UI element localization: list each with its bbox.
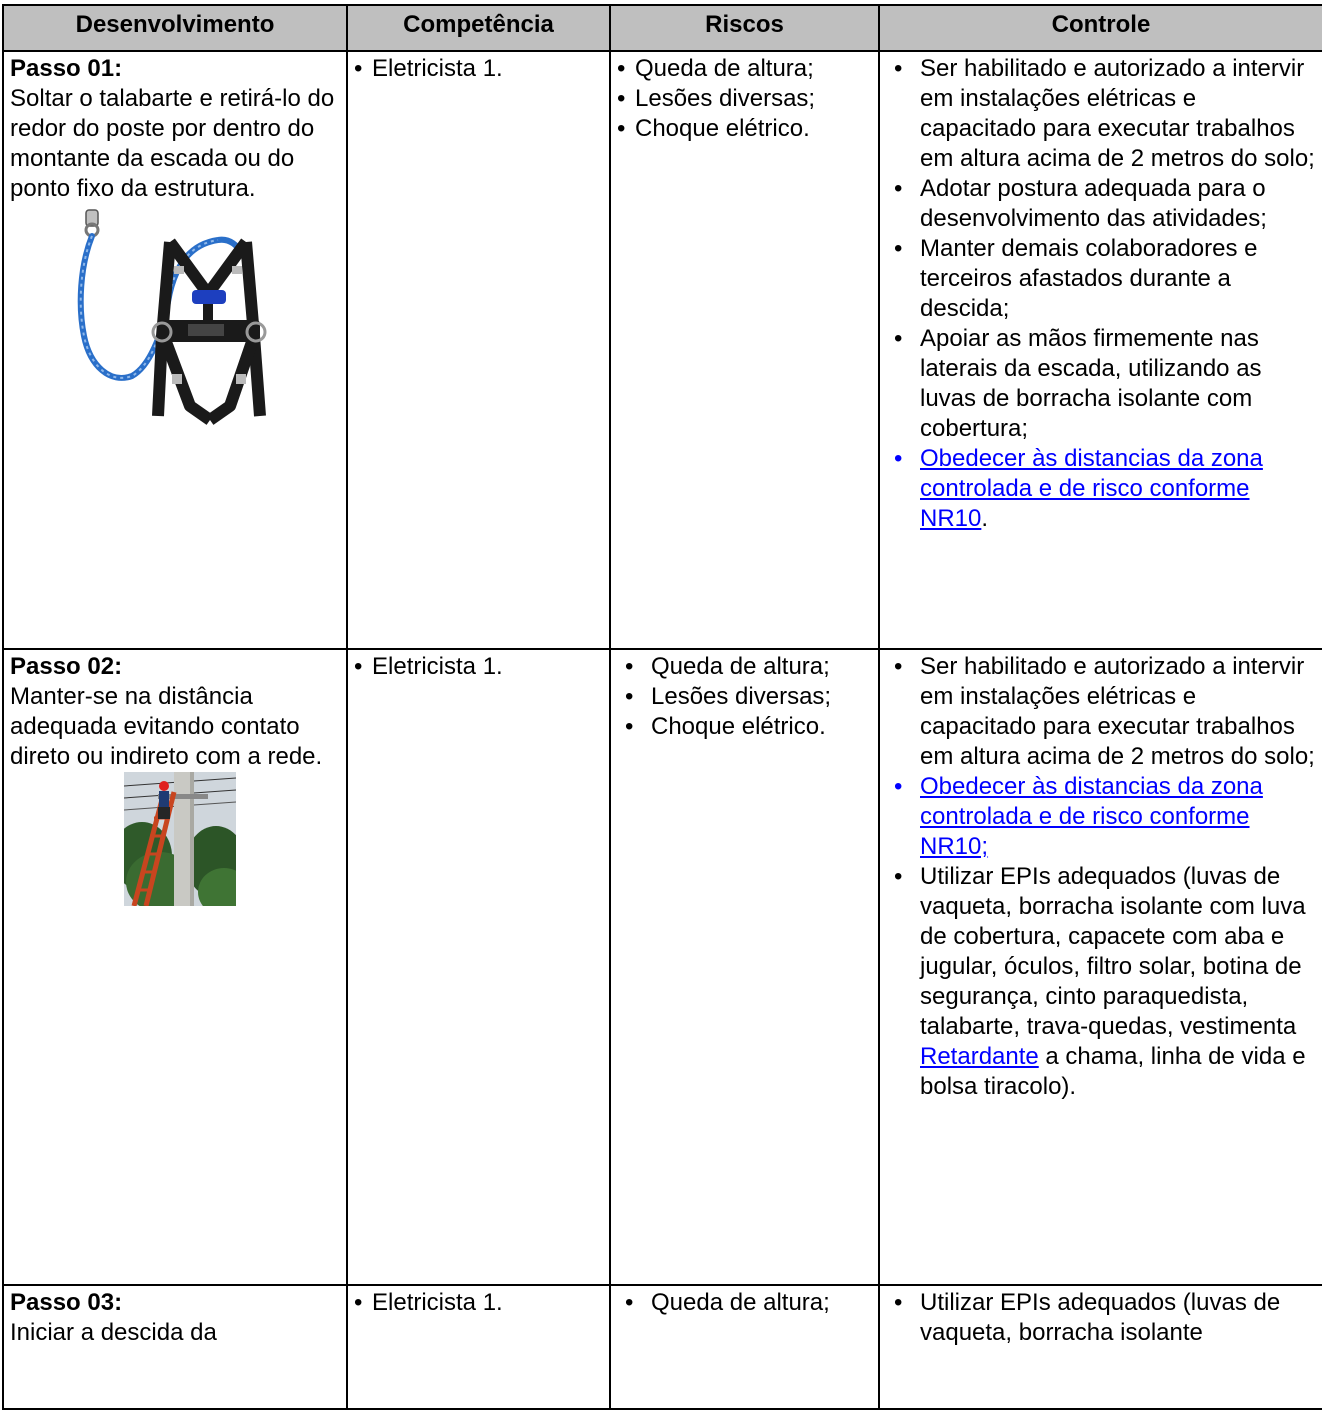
controle-cell bbox=[879, 1285, 1322, 1409]
list-item: • Lesões diversas; bbox=[617, 84, 872, 114]
header-competencia: Competência bbox=[347, 5, 610, 51]
riscos-cell bbox=[610, 51, 879, 649]
nr10-link[interactable]: Obedecer às distancias da zona controlada e de risco conforme NR10 bbox=[920, 445, 1263, 532]
list-item: • Ser habilitado e autorizado a intervir em instalações elétricas e capacitado para executar trabalhos em altura acima de 2 metros do solo; bbox=[886, 54, 1316, 174]
epi-text-end: a chama, linha de vida e bolsa tiracolo). bbox=[920, 1043, 1306, 1100]
table-row bbox=[3, 649, 1322, 1285]
list-item bbox=[886, 862, 1316, 1102]
header-desenvolvimento: Desenvolvimento bbox=[3, 5, 347, 51]
list-item: • Manter demais colaboradores e terceiros afastados durante a descida; bbox=[886, 234, 1316, 324]
competencia-cell bbox=[347, 51, 610, 649]
riscos-cell bbox=[610, 1285, 879, 1409]
header-controle: Controle bbox=[879, 5, 1322, 51]
list-item: • Eletricista 1. bbox=[354, 1288, 603, 1318]
step-title: Passo 03: bbox=[10, 1289, 123, 1316]
table-row bbox=[3, 1285, 1322, 1409]
safety-harness-icon bbox=[70, 206, 340, 444]
desenvolvimento-cell bbox=[3, 1285, 347, 1409]
nr10-link[interactable]: Obedecer às distancias da zona controlada e de risco conforme NR10; bbox=[920, 773, 1263, 860]
list-item: • Eletricista 1. bbox=[354, 54, 603, 84]
list-item: • Utilizar EPIs adequados (luvas de vaqueta, borracha isolante bbox=[886, 1288, 1316, 1348]
list-item bbox=[886, 772, 1316, 862]
list-item: • Queda de altura; bbox=[617, 54, 872, 84]
desenvolvimento-cell bbox=[3, 649, 347, 1285]
procedure-table bbox=[2, 4, 1322, 1410]
step-description: Soltar o talabarte e retirá-lo do redor do poste por dentro do montante da escada ou do ponto fixo da estrutura. bbox=[10, 85, 335, 202]
list-item: • Adotar postura adequada para o desenvolvimento das atividades; bbox=[886, 174, 1316, 234]
competencia-cell bbox=[347, 649, 610, 1285]
list-item: • Ser habilitado e autorizado a intervir em instalações elétricas e capacitado para executar trabalhos em altura acima de 2 metros do solo; bbox=[886, 652, 1316, 772]
controle-cell bbox=[879, 649, 1322, 1285]
list-item: • Queda de altura; bbox=[617, 652, 872, 682]
header-riscos: Riscos bbox=[610, 5, 879, 51]
table-row bbox=[3, 51, 1322, 649]
link-suffix: . bbox=[981, 505, 989, 532]
list-item: • Queda de altura; bbox=[617, 1288, 872, 1318]
list-item bbox=[886, 444, 1316, 534]
list-item: • Choque elétrico. bbox=[617, 114, 872, 144]
list-item: • Choque elétrico. bbox=[617, 712, 872, 742]
step-description: Manter-se na distância adequada evitando contato direto ou indireto com a rede. bbox=[10, 683, 323, 770]
step-description: Iniciar a descida da bbox=[10, 1319, 217, 1346]
header-row bbox=[3, 5, 1322, 51]
controle-cell bbox=[879, 51, 1322, 649]
retardante-link[interactable]: Retardante bbox=[920, 1043, 1039, 1070]
epi-text: Utilizar EPIs adequados (luvas de vaqueta, borracha isolante com luva de cobertura, capacete com aba e jugular, óculos, filtro solar, botina de segurança, cinto paraquedista, talabarte, trava-quedas, vestimenta bbox=[920, 863, 1306, 1040]
riscos-cell bbox=[610, 649, 879, 1285]
list-item: • Apoiar as mãos firmemente nas laterais da escada, utilizando as luvas de borracha isolante com cobertura; bbox=[886, 324, 1316, 444]
list-item: • Eletricista 1. bbox=[354, 652, 603, 682]
list-item: • Lesões diversas; bbox=[617, 682, 872, 712]
pole-ladder-photo-icon bbox=[124, 772, 340, 914]
competencia-cell bbox=[347, 1285, 610, 1409]
step-title: Passo 01: bbox=[10, 55, 123, 82]
step-title: Passo 02: bbox=[10, 653, 123, 680]
desenvolvimento-cell bbox=[3, 51, 347, 649]
